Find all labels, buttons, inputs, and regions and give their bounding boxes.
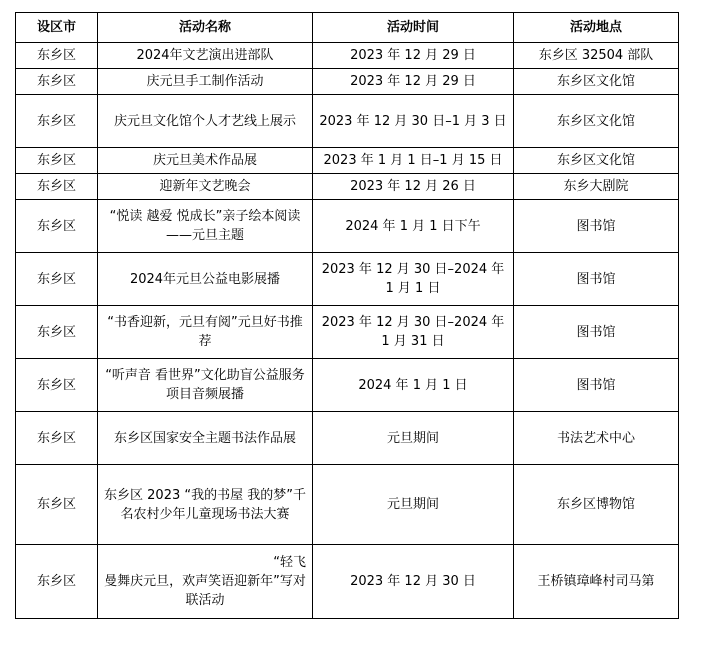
table-row [16, 359, 679, 412]
cell-activity-time: 2023 年 12 月 30 日 [313, 545, 514, 619]
cell-activity-place: 东乡区文化馆 [514, 69, 679, 95]
cell-activity-name: 庆元旦文化馆个人才艺线上展示 [98, 95, 313, 148]
cell-activity-name: 2024年文艺演出进部队 [98, 43, 313, 69]
header-activity-time: 活动时间 [313, 13, 514, 43]
cell-city: 东乡区 [16, 174, 98, 200]
table-row [16, 465, 679, 545]
cell-activity-place: 书法艺术中心 [514, 412, 679, 465]
table-row [16, 306, 679, 359]
table-row [16, 95, 679, 148]
cell-activity-time: 2023 年 12 月 26 日 [313, 174, 514, 200]
cell-activity-name: 东乡区国家安全主题书法作品展 [98, 412, 313, 465]
cell-city: 东乡区 [16, 95, 98, 148]
activity-name-line-1: “轻飞 [273, 555, 306, 570]
cell-activity-place: 图书馆 [514, 306, 679, 359]
cell-activity-name: 东乡区 2023 “我的书屋 我的梦”千名农村少年儿童现场书法大赛 [98, 465, 313, 545]
cell-activity-name: 庆元旦手工制作活动 [98, 69, 313, 95]
cell-activity-name: “听声音 看世界”文化助盲公益服务项目音频展播 [98, 359, 313, 412]
table-row [16, 412, 679, 465]
cell-city: 东乡区 [16, 412, 98, 465]
cell-activity-time: 2023 年 1 月 1 日–1 月 15 日 [313, 148, 514, 174]
cell-activity-place: 东乡区博物馆 [514, 465, 679, 545]
cell-city: 东乡区 [16, 148, 98, 174]
cell-activity-time: 2023 年 12 月 29 日 [313, 43, 514, 69]
cell-activity-time: 2023 年 12 月 30 日–2024 年 1 月 1 日 [313, 253, 514, 306]
cell-activity-time: 2024 年 1 月 1 日下午 [313, 200, 514, 253]
header-activity-name: 活动名称 [98, 13, 313, 43]
cell-activity-name: “悦读 越爱 悦成长”亲子绘本阅读——元旦主题 [98, 200, 313, 253]
events-table [15, 12, 679, 619]
cell-city: 东乡区 [16, 545, 98, 619]
table-row [16, 200, 679, 253]
activity-name-line-rest: 曼舞庆元旦，欢声笑语迎新年”写对联活动 [104, 574, 306, 608]
table-row [16, 43, 679, 69]
table-header-row [16, 13, 679, 43]
header-activity-place: 活动地点 [514, 13, 679, 43]
cell-city: 东乡区 [16, 359, 98, 412]
cell-activity-time: 元旦期间 [313, 412, 514, 465]
cell-city: 东乡区 [16, 253, 98, 306]
cell-activity-name [98, 545, 313, 619]
cell-activity-time: 2023 年 12 月 30 日–1 月 3 日 [313, 95, 514, 148]
cell-activity-name: 迎新年文艺晚会 [98, 174, 313, 200]
header-city: 设区市 [16, 13, 98, 43]
cell-activity-time: 2023 年 12 月 30 日–2024 年 1 月 31 日 [313, 306, 514, 359]
cell-activity-place: 东乡区文化馆 [514, 148, 679, 174]
cell-activity-name: “书香迎新，元旦有阅”元旦好书推荐 [98, 306, 313, 359]
table-row [16, 148, 679, 174]
table-row [16, 545, 679, 619]
cell-activity-time: 元旦期间 [313, 465, 514, 545]
cell-city: 东乡区 [16, 43, 98, 69]
cell-activity-name: 庆元旦美术作品展 [98, 148, 313, 174]
cell-activity-place: 图书馆 [514, 200, 679, 253]
cell-activity-place: 东乡区 32504 部队 [514, 43, 679, 69]
cell-activity-place: 王桥镇璋峰村司马第 [514, 545, 679, 619]
cell-activity-time: 2024 年 1 月 1 日 [313, 359, 514, 412]
cell-activity-name: 2024年元旦公益电影展播 [98, 253, 313, 306]
cell-activity-place: 东乡大剧院 [514, 174, 679, 200]
cell-city: 东乡区 [16, 306, 98, 359]
cell-activity-place: 东乡区文化馆 [514, 95, 679, 148]
cell-city: 东乡区 [16, 69, 98, 95]
table-row [16, 174, 679, 200]
cell-activity-time: 2023 年 12 月 29 日 [313, 69, 514, 95]
table-row [16, 69, 679, 95]
cell-activity-place: 图书馆 [514, 253, 679, 306]
cell-activity-place: 图书馆 [514, 359, 679, 412]
table-row [16, 253, 679, 306]
cell-city: 东乡区 [16, 200, 98, 253]
cell-city: 东乡区 [16, 465, 98, 545]
